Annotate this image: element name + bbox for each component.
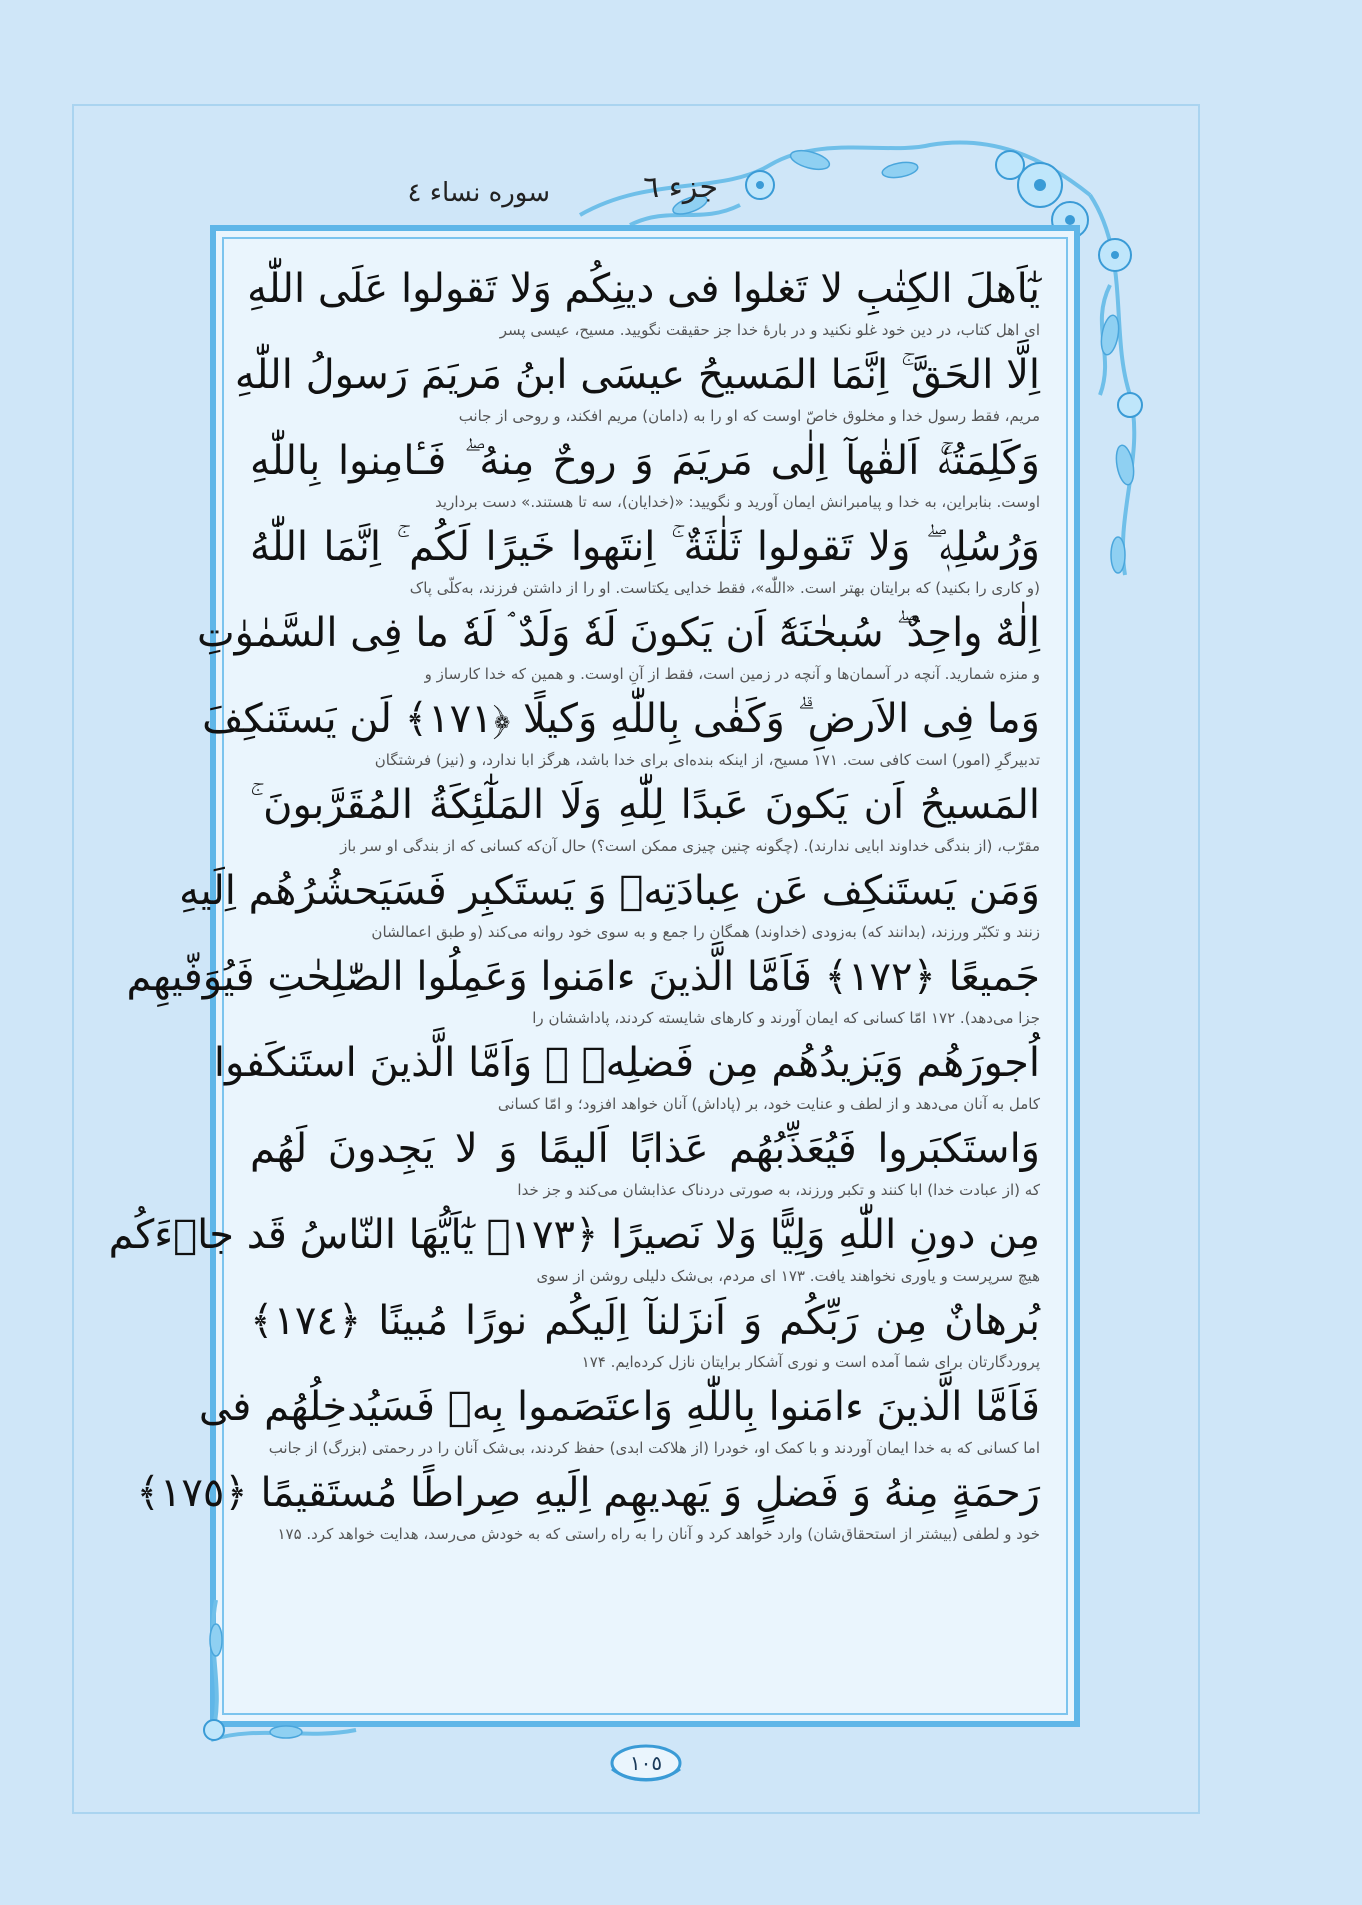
translation-text: (و کاری را بکنید) که برایتان بهتر است. «اللّٰه»، فقط خدایی یکتاست. او را از داشتن فرزند، به‌کلّی پاک [409, 579, 1040, 597]
translation-text: کامل به آنان می‌دهد و از لطف و عنایت خود، بر (پاداش) آنان خواهد افزود؛ و امّا کسانی [497, 1095, 1040, 1113]
surah-label: سوره نساء ٤ [407, 178, 550, 208]
arabic-text: يٰٓاَهلَ الكِتٰبِ لا تَغلوا فى دينِكُم وَلا تَقولوا عَلَى اللّٰهِ [247, 266, 1040, 312]
arabic-text: المَسيحُ اَن يَكونَ عَبدًا لِلّٰهِ وَلَا المَلٰٓئِكَةُ المُقَرَّبونَ ۚ [250, 782, 1040, 828]
verse-line-10 [213, 1036, 1040, 1122]
page-number: ١٠٥ [629, 1751, 663, 1775]
arabic-text: فَاَمَّا الَّذينَ ءامَنوا بِاللّٰهِ وَاعتَصَموا بِهٖ فَسَيُدخِلُهُم فى [198, 1384, 1040, 1430]
arabic-text: مِن دونِ اللّٰهِ وَلِيًّا وَلا نَصيرًا ﴿١٧٣﴾ يٰٓاَيُّهَا النّاسُ قَد جاۤءَكُم [108, 1212, 1040, 1258]
arabic-text: وَكَلِمَتُهٗۚ اَلقٰهآ اِلٰى مَريَمَ وَ روحٌ مِنهُ ۖ فَـٔامِنوا بِاللّٰهِ [250, 438, 1040, 484]
translation-text: ای اهل کتاب، در دین خود غلو نکنید و در بارهٔ خدا جز حقیقت نگویید. مسیح، عیسی پسر [499, 321, 1040, 339]
translation-text: که (از عبادت خدا) ابا کنند و تکبر ورزند، به صورتی دردناک عذابشان می‌کند و جز خدا [517, 1181, 1040, 1199]
verse-line-13 [250, 1294, 1040, 1380]
arabic-text: جَميعًا ﴿١٧٢﴾ فَاَمَّا الَّذينَ ءامَنوا وَعَمِلُوا الصّٰلِحٰتِ فَيُوَفّيهِم [126, 954, 1040, 1000]
verse-lines [108, 262, 1040, 1702]
translation-text: اما کسانی که به خدا ایمان آوردند و با کمک او، خودرا (از هلاکت ابدی) حفظ کردند، بی‌شک آنان را در رحمتی (بزرگ) از جانب [268, 1439, 1040, 1457]
translation-text: پروردگارتان برای شما آمده است و نوری آشکار برایتان نازل کرده‌ایم. ۱۷۴ [581, 1353, 1040, 1371]
page-number-badge [609, 1743, 683, 1783]
arabic-text: اِلَّا الحَقَّ ۚ اِنَّمَا المَسيحُ عيسَى ابنُ مَريَمَ رَسولُ اللّٰهِ [234, 352, 1040, 398]
arabic-text: وَرُسُلِهٖ ۖ وَلا تَقولوا ثَلٰثَةٌ ۚ اِنتَهوا خَيرًا لَكُم ۚ اِنَّمَا اللّٰهُ [250, 524, 1040, 570]
arabic-text: اِلٰهٌ واحِدٌ ۖ سُبحٰنَهٗٓ اَن يَكونَ لَهٗ وَلَدٌ ۘ لَهٗ ما فِى السَّمٰوٰتِ [197, 610, 1040, 656]
verse-line-12 [108, 1208, 1040, 1294]
arabic-text: وَما فِى الاَرضِ ۗ وَكَفٰى بِاللّٰهِ وَكيلًا ﴿١٧١﴾ لَن يَستَنكِفَ [202, 696, 1040, 742]
arabic-text: رَحمَةٍ مِنهُ وَ فَضلٍ وَ يَهديهِم اِلَيهِ صِراطًا مُستَقيمًا ﴿١٧٥﴾ [136, 1470, 1040, 1516]
verse-line-8 [179, 864, 1040, 950]
translation-text: مقرّب، (از بندگی خداوند ابایی ندارند). (چگونه چنین چیزی ممکن است؟) حال آن‌که کسانی که از بندگی او سر باز [340, 837, 1040, 855]
verse-line-9 [126, 950, 1040, 1036]
translation-text: زنند و تکبّر ورزند، (بدانند که) به‌زودی (خداوند) همگان را جمع و به سوی خود روانه می‌کند (و طبق اعمالشان [371, 923, 1040, 941]
verse-line-6 [202, 692, 1040, 778]
translation-text: جزا می‌دهد). ۱۷۲ امّا کسانی که ایمان آورند و کارهای شایسته کردند، پاداششان را [532, 1009, 1040, 1027]
verse-line-4 [250, 520, 1040, 606]
arabic-text: وَمَن يَستَنكِف عَن عِبادَتِهٖ وَ يَستَكبِر فَسَيَحشُرُهُم اِلَيهِ [179, 868, 1040, 914]
arabic-text: بُرهانٌ مِن رَبِّكُم وَ اَنزَلنآ اِلَيكُم نورًا مُبينًا ﴿١٧٤﴾ [250, 1298, 1040, 1344]
verse-line-14 [198, 1380, 1040, 1466]
verse-line-5 [197, 606, 1040, 692]
translation-text: هیچ سرپرست و یاوری نخواهند یافت. ۱۷۳ ای مردم، بی‌شک دلیلی روشن از سوی [536, 1267, 1040, 1285]
translation-text: تدبیرگرِ (امور) است کافی ست. ۱۷۱ مسیح، از اینکه بنده‌ای برای خدا باشد، هرگز ابا ندارد، و (نیز) فرشتگان [374, 751, 1040, 769]
page-header [400, 168, 740, 218]
translation-text: اوست. بنابراین، به خدا و پیامبرانش ایمان آورید و نگویید: «(خدایان)، سه تا هستند.» دست بردارید [435, 493, 1040, 511]
verse-line-1 [247, 262, 1040, 348]
verse-line-7 [250, 778, 1040, 864]
translation-text: خود و لطفی (بیشتر از استحقاق‌شان) وارد خواهد کرد و آنان را به راه راستی که به خودش می‌رسد، هدایت خواهد کرد. ۱۷۵ [277, 1525, 1040, 1543]
juz-label: جزء ٦ [643, 170, 718, 205]
verse-line-2 [234, 348, 1040, 434]
arabic-text: وَاستَكبَروا فَيُعَذِّبُهُم عَذابًا اَليمًا وَ لا يَجِدونَ لَهُم [250, 1126, 1040, 1172]
translation-text: و منزه شمارید. آنچه در آسمان‌ها و آنچه در زمین است، فقط از آنِ اوست. و همین که خدا کارساز و [424, 665, 1040, 683]
verse-line-3 [250, 434, 1040, 520]
translation-text: مریم، فقط رسول خدا و مخلوق خاصّ اوست که او را به (دامان) مریم افکند، و روحی از جانب [458, 407, 1040, 425]
verse-line-15 [136, 1466, 1040, 1552]
arabic-text: اُجورَهُم وَيَزيدُهُم مِن فَضلِهٖ ۖ وَاَمَّا الَّذينَ استَنكَفوا [213, 1040, 1040, 1086]
verse-line-11 [250, 1122, 1040, 1208]
